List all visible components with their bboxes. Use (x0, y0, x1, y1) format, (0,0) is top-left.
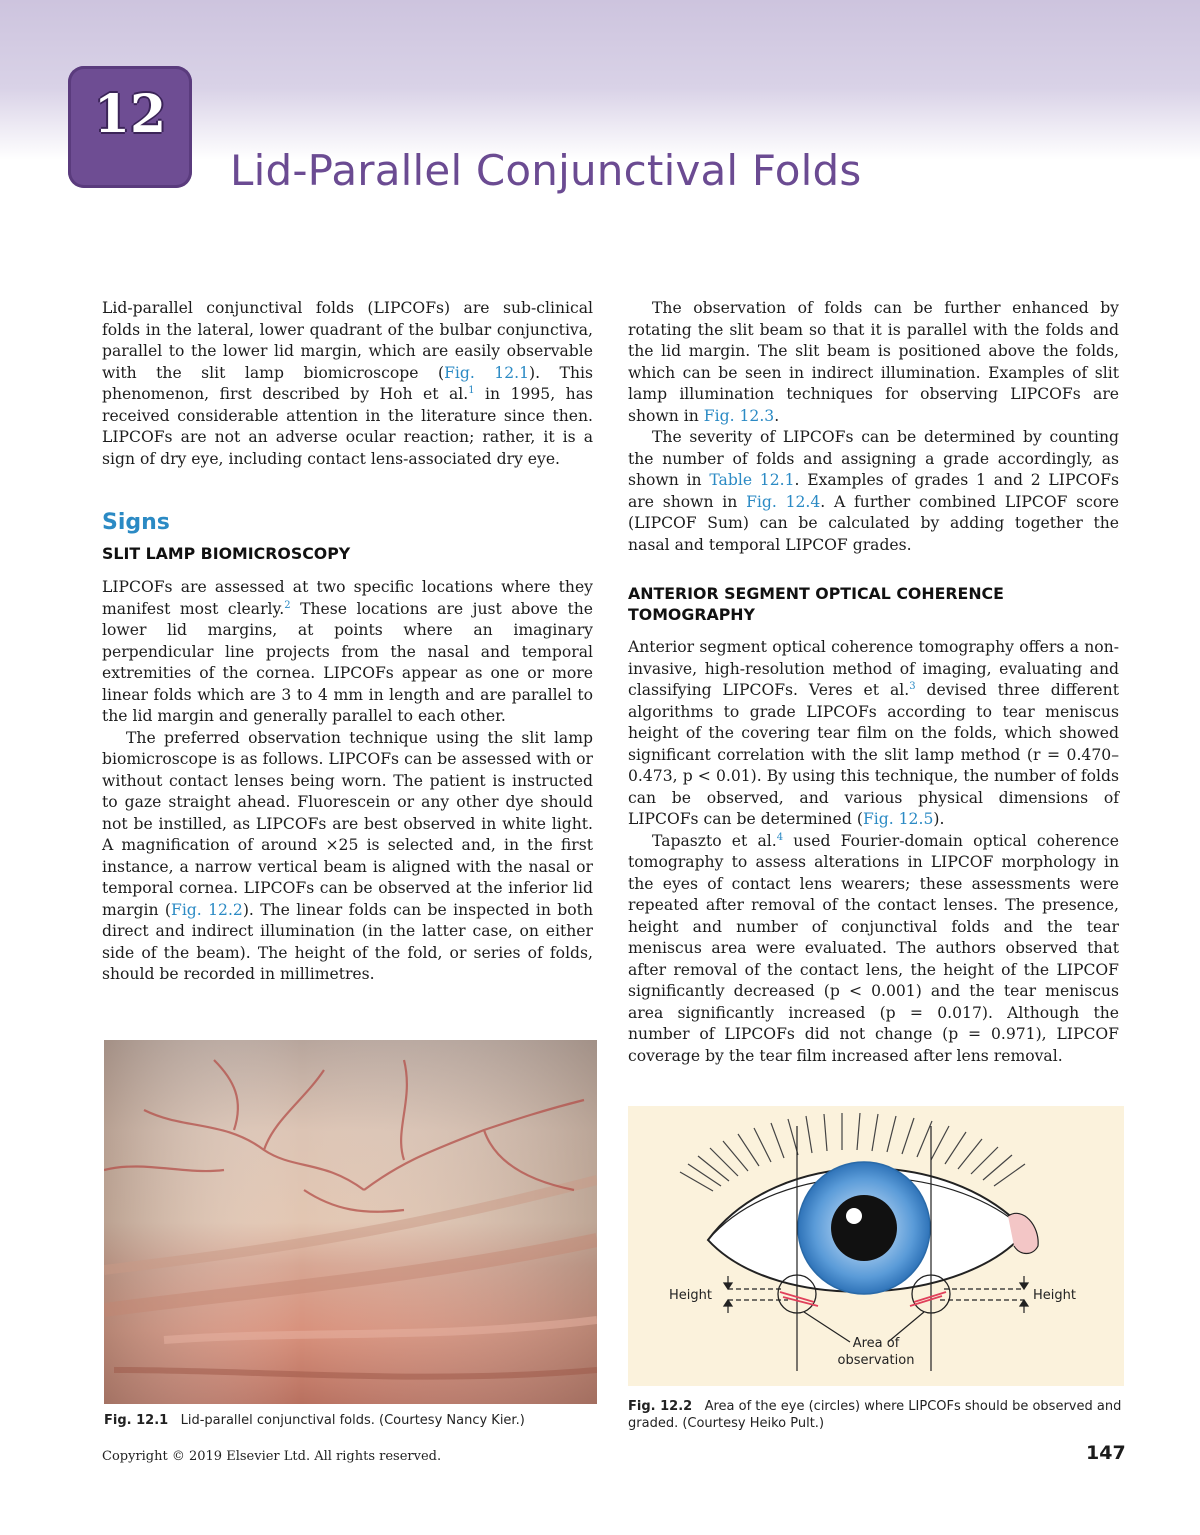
citation-superscript[interactable]: 3 (909, 680, 916, 692)
height-label-right: Height (1033, 1288, 1076, 1303)
chapter-badge (68, 66, 192, 188)
text-run: LIPCOFs are assessed at two specific locations where they manifest most clearly. (102, 578, 593, 618)
paragraph (102, 577, 593, 728)
conjunctiva-photo (104, 1040, 597, 1404)
slit-lamp-text (102, 577, 593, 986)
paragraph (628, 298, 1119, 427)
text-run: devised three different algorithms to grade LIPCOFs according to tear meniscus height of the covering tear film on the folds, which showed significant correlation with the slit lamp method (r = 0.470–0.473, p < 0.01). By using this technique, the number of folds can be observed, and various physical dimensions of LIPCOFs can be determined ( (628, 681, 1119, 828)
paragraph (102, 298, 593, 470)
text-run: in 1995, has received considerable attention in the literature since then. LIPCOFs are not an adverse ocular reaction; rather, it is a sign of dry eye, including contact lens-associated dry eye. (102, 385, 593, 468)
paragraph (628, 637, 1119, 831)
paragraph (628, 831, 1119, 1068)
eye-diagram (628, 1106, 1124, 1386)
slit-lamp-heading: SLIT LAMP BIOMICROSCOPY (102, 544, 351, 563)
oct-text (628, 637, 1119, 1067)
cross-reference-link[interactable]: Fig. 12.1 (444, 363, 530, 382)
cross-reference-link[interactable]: Fig. 12.4 (746, 492, 821, 511)
figure-label: Fig. 12.2 (628, 1399, 693, 1414)
figure-12-1-caption (104, 1412, 597, 1429)
text-run: ). (933, 810, 945, 828)
text-run: . Examples of grades 1 and 2 LIPCOFs are shown in (628, 471, 1119, 511)
figure-label: Fig. 12.1 (104, 1413, 169, 1428)
citation-superscript[interactable]: 4 (776, 831, 784, 843)
paragraph (102, 728, 593, 986)
signs-heading: Signs (102, 510, 170, 535)
citation-superscript[interactable]: 1 (468, 384, 475, 396)
text-run: The severity of LIPCOFs can be determined by counting the number of folds and assigning a grade accordingly, as shown in (628, 428, 1119, 489)
text-run: ). The linear folds can be inspected in both direct and indirect illumination (in the latter case, on either side of the beam). The height of the fold, or series of folds, should be recorded in millimetres. (102, 900, 593, 983)
area-label-line2: observation (837, 1353, 915, 1368)
text-run: Tapaszto et al. (652, 831, 777, 850)
cross-reference-link[interactable]: Fig. 12.5 (862, 810, 934, 828)
text-run: These locations are just above the lower lid margins, at points where an imaginary perpendicular line projects from the nasal and temporal extremities of the cornea. LIPCOFs appear as one or more linear folds which are 3 to 4 mm in length and are parallel to the lid margin and generally parallel to each other. (102, 599, 594, 725)
cross-reference-link[interactable]: Fig. 12.2 (171, 900, 243, 919)
citation-superscript[interactable]: 2 (284, 599, 291, 611)
text-run: Anterior segment optical coherence tomography offers a non-invasive, high-resolution method of imaging, evaluating and classifying LIPCOFs. Veres et al. (628, 638, 1119, 699)
cross-reference-link[interactable]: Fig. 12.3 (703, 406, 775, 425)
area-label-line1: Area of (852, 1336, 900, 1351)
text-run: The preferred observation technique using the slit lamp biomicroscope is as follows. LIPCOFs can be assessed with or without contact lenses being worn. The patient is instructed to gaze straight ahead. Fluorescein or any other dye should not be instilled, as LIPCOFs are best observed in white light. A magnification of around ×25 is selected and, in the first instance, a narrow vertical beam is aligned with the nasal or temporal cornea. LIPCOFs can be observed at the inferior lid margin ( (102, 728, 593, 919)
paragraph (628, 427, 1119, 556)
text-run: Lid-parallel conjunctival folds (LIPCOFs) are sub-clinical folds in the lateral, lower quadrant of the bulbar conjunctiva, parallel to the lower lid margin, which are easily observable with the slit lamp biomicroscope ( (102, 299, 593, 382)
page-number: 147 (1086, 1442, 1126, 1464)
oct-heading: ANTERIOR SEGMENT OPTICAL COHERENCE TOMOGRAPHY (628, 584, 1004, 624)
copyright-notice: Copyright © 2019 Elsevier Ltd. All rights reserved. (102, 1449, 442, 1464)
chapter-number: 12 (93, 84, 167, 145)
figure-caption-text: Lid-parallel conjunctival folds. (Courtesy Nancy Kier.) (180, 1413, 525, 1428)
figure-12-2-caption (628, 1398, 1124, 1432)
figure-caption-text: Area of the eye (circles) where LIPCOFs should be observed and graded. (Courtesy Heiko Pult.) (628, 1399, 1122, 1431)
text-run: . (774, 406, 780, 425)
text-run: . A further combined LIPCOF score (LIPCOF Sum) can be calculated by adding together the nasal and temporal LIPCOF grades. (628, 492, 1119, 554)
height-label-left: Height (669, 1288, 712, 1303)
text-run: ). This phenomenon, first described by Hoh et al. (102, 363, 593, 403)
right-column-text (628, 298, 1119, 556)
text-run: The observation of folds can be further enhanced by rotating the slit beam so that it is parallel with the folds and the lid margin. The slit beam is positioned above the folds, which can be seen in indirect illumination. Examples of slit lamp illumination techniques for observing LIPCOFs are shown in (628, 299, 1119, 425)
text-run: used Fourier-domain optical coherence tomography to assess alterations in LIPCOF morphology in the eyes of contact lens wearers; these assessments were repeated after removal of the contact lenses. The presence, height and number of conjunctival folds and the tear meniscus area were evaluated. The authors observed that after removal of the contact lens, the height of the LIPCOF significantly decreased (p < 0.001) and the tear meniscus area significantly increased (p = 0.017). Although the number of LIPCOFs did not change (p = 0.971), LIPCOF coverage by the tear film increased after lens removal. (628, 831, 1119, 1065)
chapter-title: Lid-Parallel Conjunctival Folds (230, 146, 862, 195)
intro-paragraph (102, 298, 593, 470)
cross-reference-link[interactable]: Table 12.1 (709, 471, 795, 489)
